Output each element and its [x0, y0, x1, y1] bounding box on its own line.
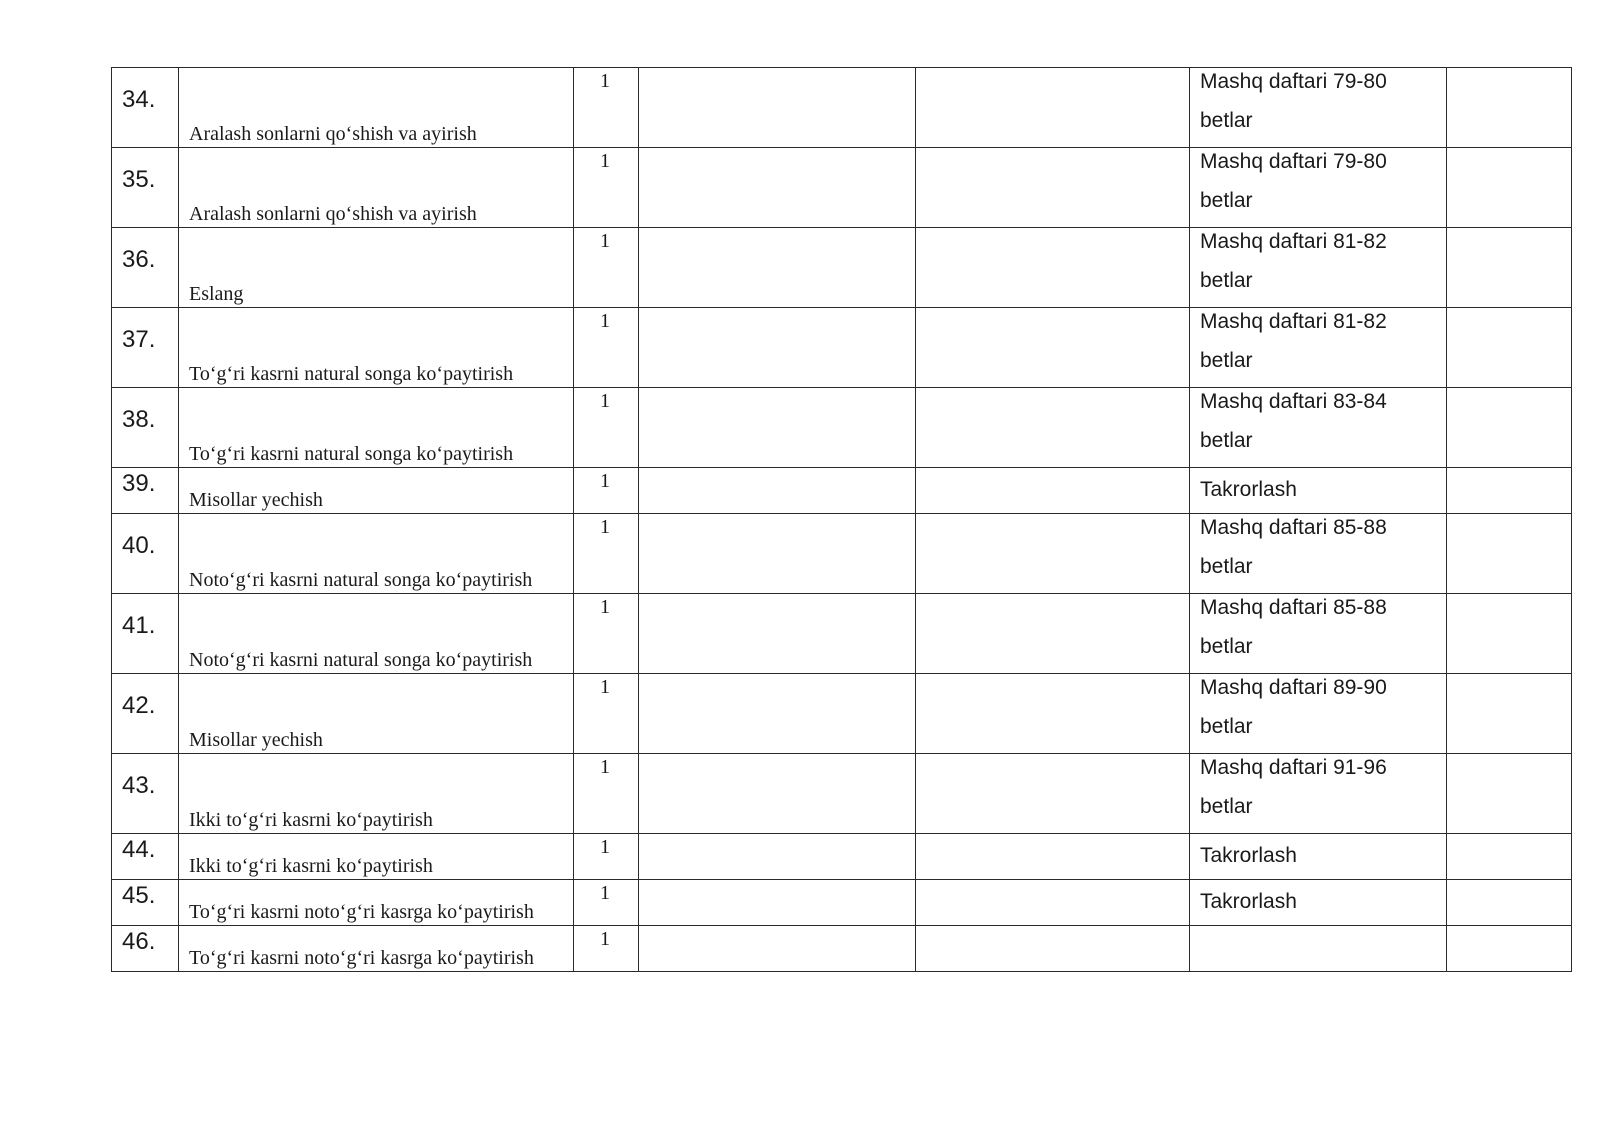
resource-line-1: Mashq daftari 85-88 — [1200, 596, 1387, 619]
resource-line-2: betlar — [1200, 109, 1253, 132]
lesson-resource — [1190, 142, 1446, 220]
hours-cell — [574, 68, 639, 148]
lesson-number-cell — [112, 514, 179, 594]
empty-cell — [639, 68, 916, 148]
topic-cell — [179, 468, 574, 514]
lesson-number: 41. — [122, 612, 156, 639]
lesson-topic: Ikki to‘g‘ri kasrni ko‘paytirish — [189, 855, 433, 877]
lesson-number-cell — [112, 148, 179, 228]
lesson-number: 40. — [122, 532, 156, 559]
empty-cell — [1447, 926, 1572, 972]
lesson-hours: 1 — [600, 310, 610, 332]
hours-cell — [574, 926, 639, 972]
table-row — [112, 388, 1572, 468]
empty-cell — [639, 594, 916, 674]
topic-cell — [179, 834, 574, 880]
lesson-topic: Misollar yechish — [189, 489, 323, 511]
empty-cell — [639, 148, 916, 228]
lesson-topic: Noto‘g‘ri kasrni natural songa ko‘paytirish — [189, 649, 533, 671]
empty-cell — [916, 754, 1190, 834]
table-row — [112, 754, 1572, 834]
resource-line-2: betlar — [1200, 189, 1253, 212]
empty-cell — [1447, 674, 1572, 754]
lesson-hours: 1 — [600, 756, 610, 778]
table-row — [112, 594, 1572, 674]
topic-cell — [179, 228, 574, 308]
lesson-topic: To‘g‘ri kasrni natural songa ko‘paytirish — [189, 363, 514, 385]
lesson-number-cell — [112, 468, 179, 514]
hours-cell — [574, 468, 639, 514]
lesson-resource — [1190, 748, 1446, 826]
resource-cell — [1190, 754, 1447, 834]
empty-cell — [916, 514, 1190, 594]
lesson-number-cell — [112, 228, 179, 308]
lesson-number: 36. — [122, 246, 156, 273]
lesson-topic: Eslang — [189, 283, 244, 305]
resource-line-2: betlar — [1200, 269, 1253, 292]
topic-cell — [179, 68, 574, 148]
resource-line-1: Mashq daftari 79-80 — [1200, 150, 1387, 173]
empty-cell — [916, 594, 1190, 674]
resource-cell — [1190, 228, 1447, 308]
lesson-resource — [1190, 382, 1446, 460]
empty-cell — [1447, 468, 1572, 514]
empty-cell — [1447, 148, 1572, 228]
empty-cell — [639, 388, 916, 468]
lesson-topic: Aralash sonlarni qo‘shish va ayirish — [189, 203, 477, 225]
table-row — [112, 514, 1572, 594]
resource-line-1: Mashq daftari 91-96 — [1200, 756, 1387, 779]
resource-line-1: Takrorlash — [1200, 890, 1297, 913]
table-row — [112, 148, 1572, 228]
lesson-number: 45. — [122, 882, 156, 909]
resource-cell — [1190, 148, 1447, 228]
resource-line-1: Mashq daftari 89-90 — [1200, 676, 1387, 699]
lesson-hours: 1 — [600, 836, 610, 858]
empty-cell — [1447, 834, 1572, 880]
lesson-resource — [1190, 836, 1446, 875]
topic-cell — [179, 674, 574, 754]
hours-cell — [574, 148, 639, 228]
lesson-plan-table — [111, 67, 1572, 972]
empty-cell — [916, 468, 1190, 514]
hours-cell — [574, 834, 639, 880]
empty-cell — [916, 834, 1190, 880]
resource-cell — [1190, 834, 1447, 880]
hours-cell — [574, 674, 639, 754]
hours-cell — [574, 514, 639, 594]
hours-cell — [574, 388, 639, 468]
empty-cell — [916, 228, 1190, 308]
empty-cell — [639, 308, 916, 388]
resource-line-2: betlar — [1200, 715, 1253, 738]
table-row — [112, 68, 1572, 148]
topic-cell — [179, 514, 574, 594]
empty-cell — [1447, 308, 1572, 388]
resource-line-1: Mashq daftari 81-82 — [1200, 310, 1387, 333]
resource-cell — [1190, 594, 1447, 674]
lesson-number-cell — [112, 674, 179, 754]
lesson-number-cell — [112, 68, 179, 148]
empty-cell — [639, 926, 916, 972]
lesson-hours: 1 — [600, 596, 610, 618]
lesson-topic: To‘g‘ri kasrni natural songa ko‘paytirish — [189, 443, 514, 465]
lesson-plan-body — [112, 68, 1572, 972]
topic-cell — [179, 594, 574, 674]
lesson-number: 39. — [122, 470, 156, 497]
lesson-number-cell — [112, 754, 179, 834]
empty-cell — [916, 148, 1190, 228]
empty-cell — [916, 880, 1190, 926]
empty-cell — [916, 308, 1190, 388]
table-row — [112, 834, 1572, 880]
hours-cell — [574, 754, 639, 834]
lesson-number-cell — [112, 880, 179, 926]
lesson-resource — [1190, 62, 1446, 140]
lesson-topic: Misollar yechish — [189, 729, 323, 751]
topic-cell — [179, 308, 574, 388]
lesson-number: 46. — [122, 928, 156, 955]
lesson-number: 42. — [122, 692, 156, 719]
empty-cell — [1447, 754, 1572, 834]
lesson-topic: Ikki to‘g‘ri kasrni ko‘paytirish — [189, 809, 433, 831]
empty-cell — [1447, 594, 1572, 674]
lesson-resource — [1190, 508, 1446, 586]
lesson-hours: 1 — [600, 676, 610, 698]
lesson-number-cell — [112, 834, 179, 880]
lesson-resource — [1190, 882, 1446, 921]
resource-line-2: betlar — [1200, 795, 1253, 818]
resource-line-1: Mashq daftari 79-80 — [1200, 70, 1387, 93]
empty-cell — [916, 926, 1190, 972]
hours-cell — [574, 880, 639, 926]
lesson-hours: 1 — [600, 150, 610, 172]
resource-cell — [1190, 880, 1447, 926]
empty-cell — [1447, 228, 1572, 308]
empty-cell — [639, 754, 916, 834]
empty-cell — [639, 834, 916, 880]
lesson-number: 35. — [122, 166, 156, 193]
resource-line-2: betlar — [1200, 429, 1253, 452]
lesson-topic: Noto‘g‘ri kasrni natural songa ko‘paytirish — [189, 569, 533, 591]
resource-cell — [1190, 388, 1447, 468]
empty-cell — [916, 68, 1190, 148]
table-row — [112, 228, 1572, 308]
lesson-topic: To‘g‘ri kasrni noto‘g‘ri kasrga ko‘paytirish — [189, 901, 534, 923]
resource-line-1: Mashq daftari 81-82 — [1200, 230, 1387, 253]
hours-cell — [574, 228, 639, 308]
resource-line-2: betlar — [1200, 555, 1253, 578]
lesson-number-cell — [112, 594, 179, 674]
resource-line-1: Mashq daftari 83-84 — [1200, 390, 1387, 413]
lesson-hours: 1 — [600, 470, 610, 492]
table-row — [112, 926, 1572, 972]
empty-cell — [1447, 68, 1572, 148]
empty-cell — [639, 468, 916, 514]
resource-line-2: betlar — [1200, 349, 1253, 372]
resource-line-1: Takrorlash — [1200, 844, 1297, 867]
lesson-topic: Aralash sonlarni qo‘shish va ayirish — [189, 123, 477, 145]
empty-cell — [1447, 880, 1572, 926]
table-row — [112, 468, 1572, 514]
empty-cell — [639, 514, 916, 594]
resource-line-2: betlar — [1200, 635, 1253, 658]
topic-cell — [179, 926, 574, 972]
empty-cell — [916, 674, 1190, 754]
hours-cell — [574, 308, 639, 388]
lesson-hours: 1 — [600, 882, 610, 904]
lesson-resource — [1190, 470, 1446, 509]
empty-cell — [1447, 514, 1572, 594]
topic-cell — [179, 880, 574, 926]
table-row — [112, 308, 1572, 388]
lesson-resource — [1190, 588, 1446, 666]
empty-cell — [916, 388, 1190, 468]
resource-cell — [1190, 926, 1447, 972]
resource-line-1: Mashq daftari 85-88 — [1200, 516, 1387, 539]
lesson-hours: 1 — [600, 928, 610, 950]
lesson-hours: 1 — [600, 516, 610, 538]
resource-cell — [1190, 514, 1447, 594]
lesson-hours: 1 — [600, 70, 610, 92]
empty-cell — [639, 674, 916, 754]
lesson-resource — [1190, 302, 1446, 380]
empty-cell — [639, 880, 916, 926]
lesson-resource — [1190, 222, 1446, 300]
table-row — [112, 880, 1572, 926]
table-row — [112, 674, 1572, 754]
lesson-number-cell — [112, 308, 179, 388]
lesson-number-cell — [112, 388, 179, 468]
lesson-topic: To‘g‘ri kasrni noto‘g‘ri kasrga ko‘paytirish — [189, 947, 534, 969]
lesson-number-cell — [112, 926, 179, 972]
resource-line-1: Takrorlash — [1200, 478, 1297, 501]
resource-cell — [1190, 468, 1447, 514]
topic-cell — [179, 148, 574, 228]
empty-cell — [639, 228, 916, 308]
lesson-number: 37. — [122, 326, 156, 353]
lesson-number: 38. — [122, 406, 156, 433]
lesson-number: 44. — [122, 836, 156, 863]
empty-cell — [1447, 388, 1572, 468]
hours-cell — [574, 594, 639, 674]
lesson-hours: 1 — [600, 230, 610, 252]
topic-cell — [179, 388, 574, 468]
lesson-number: 34. — [122, 86, 156, 113]
resource-cell — [1190, 308, 1447, 388]
topic-cell — [179, 754, 574, 834]
lesson-number: 43. — [122, 772, 156, 799]
lesson-hours: 1 — [600, 390, 610, 412]
resource-cell — [1190, 68, 1447, 148]
lesson-resource — [1190, 668, 1446, 746]
resource-cell — [1190, 674, 1447, 754]
